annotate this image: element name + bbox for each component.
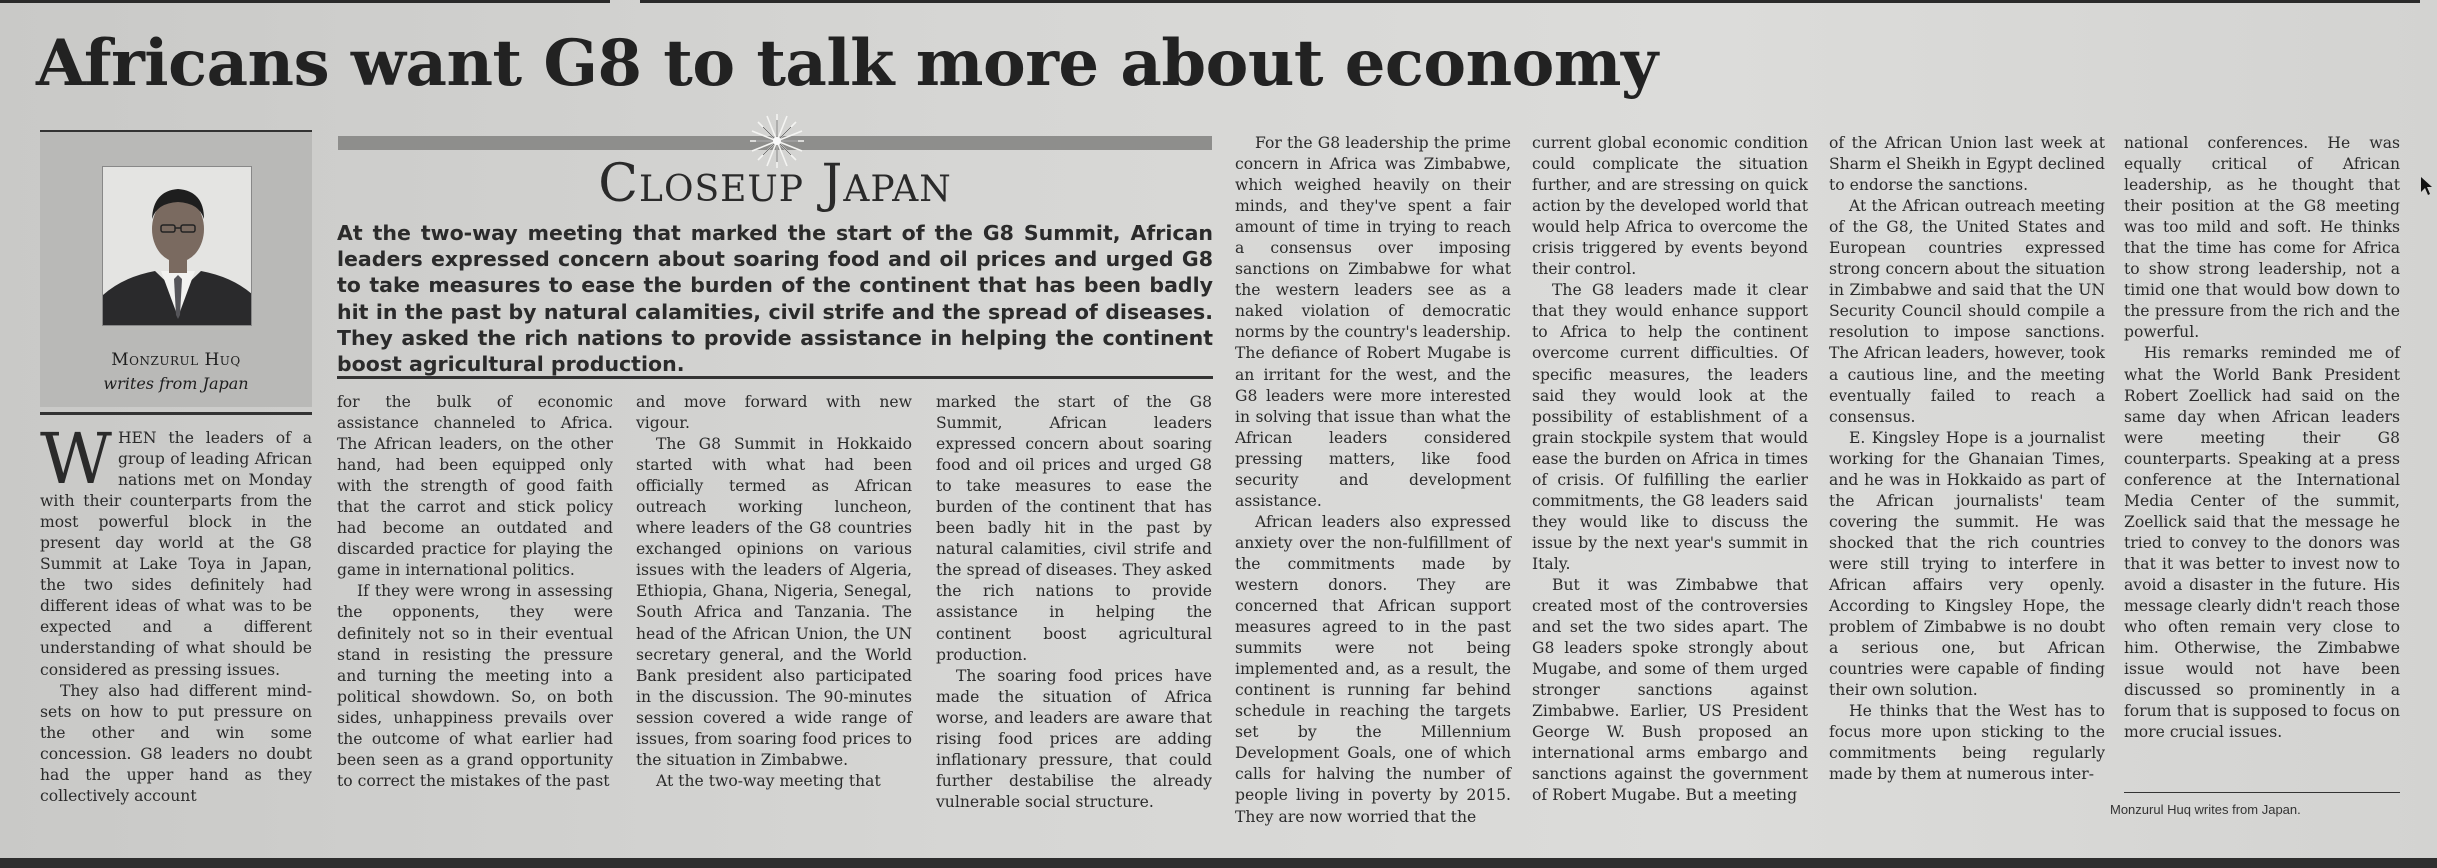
- col1-para-2: They also had different mind-sets on how to put pressure on the other and win some concession. G8 leaders no doubt had the upper hand as they collectively account: [40, 681, 312, 805]
- col1-para-1: [40, 418, 312, 681]
- col7-para-2: At the African outreach meeting of the G8, the United States and European countries expressed strong concern about the situation in Zimbabwe and said that the UN Security Council should compile a resolution to impose sanctions. The African leaders, however, took a cautious line, and the meeting eventually failed to reach a consensus.: [1829, 197, 2105, 426]
- col4-para-2: The soaring food prices have made the situation of Africa worse, and leaders are aware that rising food prices are adding inflationary pressure, that could further destabilise the already vulnerable social structure.: [936, 666, 1212, 811]
- col6-para-3: But it was Zimbabwe that created most of the controversies and set the two sides apart. The G8 leaders spoke strongly about Mugabe, and some of them urged stronger sanctions against Zimbabwe. Earlier, US President George W. Bush proposed an international arms embargo and sanctions against the government of Robert Mugabe. But a meeting: [1532, 575, 1808, 805]
- col6-para-2: The G8 leaders made it clear that they would enhance support to Africa to help the continent overcome current difficulties. Of specific measures, the leaders said they would look at the possibility of establishment of a grain stockpile system that would ease the burden on Africa in times of crisis. Of fulfilling the earlier commitments, the G8 leaders said they would like to discuss the issue by the next year's summit in Italy.: [1532, 281, 1808, 573]
- col5-para-1: For the G8 leadership the prime concern in Africa was Zimbabwe, which weighed heavily on their minds, and they've spent a fair amount of time in trying to reach a consensus over imposing sanctions on Zimbabwe for what the western leaders see as a naked violation of democratic norms by the country's leadership. The defiance of Robert Mugabe is an irritant for the west, and the G8 leaders were more interested in solving that issue than what the African leaders considered pressing matters, like food security and development assistance.: [1235, 134, 1511, 510]
- standfirst: At the two-way meeting that marked the start of the G8 Summit, African leaders expressed concern about soaring food and oil prices and urged G8 to take measures to ease the burden of the continent that has been badly hit in the past by natural calamities, civil strife and the spread of diseases. They asked the rich nations to provide assistance in helping the continent boost agricultural production.: [337, 221, 1213, 377]
- section-banner-title: Closeup Japan: [598, 154, 952, 214]
- col8-para-1: national conferences. He was equally critical of African leadership, as he thought that their position at the G8 meeting was too mild and soft. He thinks that the time has come for Africa to show strong leadership, not a timid one that would bow down to the pressure from the rich and the powerful.: [2124, 134, 2400, 342]
- top-rule-left: [0, 0, 610, 3]
- author-portrait-icon: [103, 167, 252, 326]
- author-box: [40, 132, 312, 407]
- col6-para-1: current global economic condition could complicate the situation further, and are stressing on quick action by the developed world that would help Africa to overcome the crisis triggered by events beyond their control.: [1532, 134, 1808, 279]
- standfirst-rule: [337, 376, 1213, 379]
- col2-para-2: If they were wrong in assessing the opponents, they were definitely not so in their eventual stand in resisting the pressure and turning the meeting into a political showdown. So, on both sides, unhappiness prevails over the outcome of what earlier had been seen as a grand opportunity to correct the mistakes of the past: [337, 582, 613, 790]
- col8-para-2: His remarks reminded me of what the World Bank President Robert Zoellick had said on the same day when African leaders were meeting their G8 counterparts. Speaking at a press conference at the International Media Center of the summit, Zoellick said that the message he tried to convey to the donors was that it was better to invest now to avoid a disaster in the future. His message clearly didn't reach those who often remain very close to him. Otherwise, the Zimbabwe issue would not have been discussed so prominently in a forum that is supposed to focus on more crucial issues.: [2124, 344, 2400, 742]
- col3-para-3: At the two-way meeting that: [656, 771, 881, 790]
- end-rule: [2124, 792, 2400, 793]
- author-subtitle: writes from Japan: [103, 374, 249, 393]
- col3-para-1: and move forward with new vigour.: [636, 393, 912, 433]
- article-column-4: [936, 392, 1212, 813]
- end-byline: Monzurul Huq writes from Japan.: [2110, 802, 2301, 817]
- headline: Africans want G8 to talk more about economy: [36, 26, 1658, 101]
- bottom-edge: [0, 858, 2437, 868]
- article-column-8: [2124, 133, 2400, 743]
- article-column-2: [337, 392, 613, 792]
- author-bottom-rule: [40, 412, 312, 415]
- article-column-6: [1532, 133, 1808, 807]
- cursor-arrow-icon: [2420, 176, 2432, 196]
- article-column-3: [636, 392, 912, 792]
- drop-cap: W: [40, 418, 112, 500]
- article-column-7: [1829, 133, 2105, 785]
- author-name: Monzurul Huq: [111, 350, 241, 370]
- top-rule-right: [640, 0, 2420, 3]
- article-column-1: [40, 418, 312, 807]
- author-photo: [102, 166, 252, 326]
- col4-para-1: marked the start of the G8 Summit, African leaders expressed concern about soaring food and oil prices and urged G8 to take measures to ease the burden of the continent that has been badly hit in the past by natural calamities, civil strife and the spread of diseases. They asked the rich nations to provide assistance in helping the continent boost agricultural production.: [936, 393, 1212, 664]
- col7-para-3: E. Kingsley Hope is a journalist working for the Ghanaian Times, and he was in Hokkaido as part of the African journalists' team covering the summit. He was shocked that the rich countries were still trying to interfere in African affairs very openly. According to Kingsley Hope, the problem of Zimbabwe is no doubt a serious one, but African countries were capable of finding their own solution.: [1829, 428, 2105, 700]
- col5-para-2: African leaders also expressed anxiety over the non-fulfillment of the commitments made by western donors. They are concerned that African support measures agreed to in the past summits were not being implemented and, as a result, the continent is running far behind schedule in reaching the targets set by the Millennium Development Goals, one of which calls for halving the number of people living in poverty by 2015. They are now worried that the: [1235, 512, 1511, 826]
- col2-para-1: for the bulk of economic assistance channeled to Africa. The African leaders, on the other hand, had been equipped only with the strength of good faith that the carrot and stick policy had become an outdated and discarded practice for playing the game in international politics.: [337, 393, 613, 580]
- col7-para-4: He thinks that the West has to focus more upon sticking to the commitments being regularly made by them at numerous inter-: [1829, 702, 2105, 784]
- article-column-5: [1235, 133, 1511, 828]
- col7-para-1: of the African Union last week at Sharm el Sheikh in Egypt declined to endorse the sanctions.: [1829, 134, 2105, 195]
- col1-para-1-text: HEN the leaders of a group of leading African nations met on Monday with their counterparts from the most powerful block in the present day world at the G8 Summit at Lake Toya in Japan, the two sides definitely had different ideas of what was to be expected and a different understanding of what should be considered as pressing issues.: [40, 429, 312, 679]
- col3-para-2: The G8 Summit in Hokkaido started with what had been officially termed as African outreach working luncheon, where leaders of the G8 countries exchanged opinions on various issues with the leaders of Algeria, Ethiopia, Ghana, Nigeria, Senegal, South Africa and Tanzania. The head of the African Union, the UN secretary general, and the World Bank president also participated in the discussion. The 90-minutes session covered a wide range of issues, from soaring food prices to the situation in Zimbabwe.: [636, 435, 912, 769]
